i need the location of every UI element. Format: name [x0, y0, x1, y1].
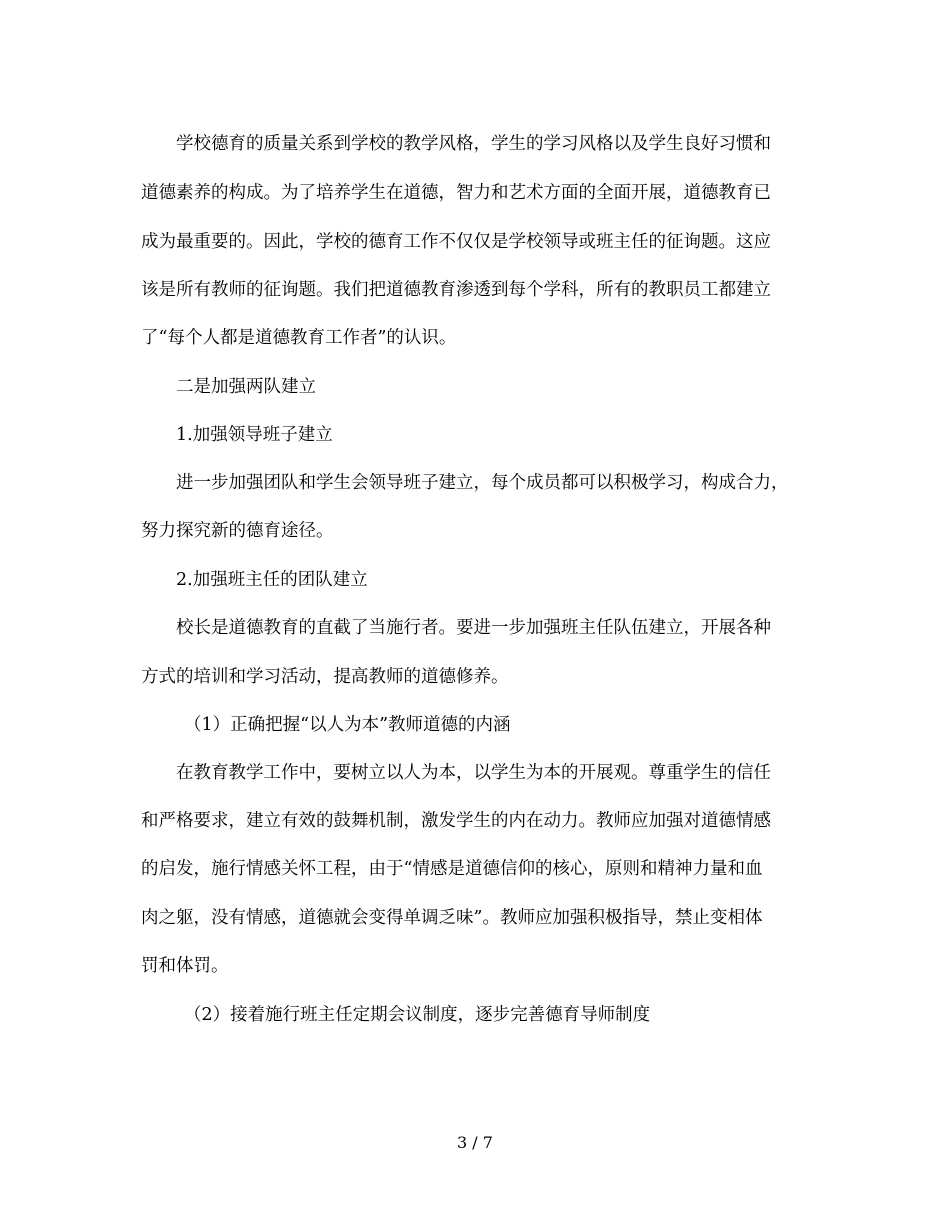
paragraph-line: 罚和体罚。	[141, 956, 229, 976]
paragraph-line: 了“每个人都是道德教育工作者”的认识。	[141, 328, 457, 348]
paragraph-line: 校长是道德教育的直截了当施行者。要进一步加强班主任队伍建立，开展各种	[176, 618, 771, 638]
list-item-heading: （1）正确把握“以人为本”教师道德的内涵	[184, 715, 511, 735]
section-heading: 二是加强两队建立	[176, 377, 316, 397]
page-number: 3 / 7	[457, 1133, 493, 1152]
paragraph-line: 方式的培训和学习活动，提高教师的道德修养。	[141, 667, 509, 687]
paragraph-line: 道德素养的构成。为了培养学生在道德，智力和艺术方面的全面开展，道德教育已	[141, 183, 771, 203]
paragraph-line: 该是所有教师的征询题。我们把道德教育渗透到每个学科，所有的教职员工都建立	[141, 280, 771, 300]
paragraph-line: 学校德育的质量关系到学校的教学风格，学生的学习风格以及学生良好习惯和	[176, 134, 771, 154]
subsection-heading: 1.加强领导班子建立	[176, 425, 333, 445]
paragraph-line: 和严格要求，建立有效的鼓舞机制，激发学生的内在动力。教师应加强对道德情感	[141, 811, 771, 831]
paragraph-line: 肉之躯，没有情感，道德就会变得单调乏味”。教师应加强积极指导，禁止变相体	[141, 908, 763, 928]
list-item-heading: （2）接着施行班主任定期会议制度，逐步完善德育导师制度	[184, 1005, 651, 1025]
paragraph-line: 努力探究新的德育途径。	[141, 521, 334, 541]
subsection-heading: 2.加强班主任的团队建立	[176, 570, 368, 590]
paragraph-line: 在教育教学工作中，要树立以人为本，以学生为本的开展观。尊重学生的信任	[176, 763, 771, 783]
paragraph-line: 的启发，施行情感关怀工程，由于“情感是道德信仰的核心，原则和精神力量和血	[141, 859, 763, 879]
paragraph-line: 进一步加强团队和学生会领导班子建立，每个成员都可以积极学习，构成合力，	[176, 473, 789, 493]
paragraph-line: 成为最重要的。因此，学校的德育工作不仅仅是学校领导或班主任的征询题。这应	[141, 232, 771, 252]
